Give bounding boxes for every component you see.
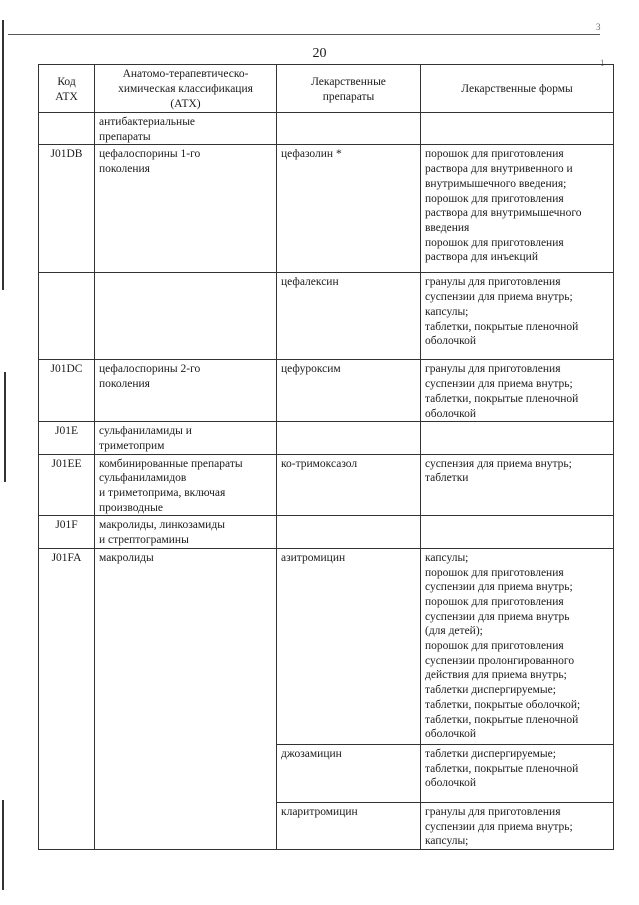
atc-classification: цефалоспорины 1-го поколения [95,145,277,273]
header-code: Код АТХ [39,65,95,113]
atc-code: J01FA [39,548,95,849]
drug-classification-table [38,64,614,850]
table-row [39,273,614,360]
drug-name [277,516,421,548]
dosage-forms: гранулы для приготовления суспензии для приема внутрь; капсулы; [421,802,614,849]
atc-code: J01F [39,516,95,548]
table-row [39,516,614,548]
dosage-forms: суспензия для приема внутрь; таблетки [421,454,614,516]
atc-classification: цефалоспорины 2-го поколения [95,360,277,422]
atc-code: J01EE [39,454,95,516]
atc-classification: макролиды, линкозамиды и стрептограмины [95,516,277,548]
drug-name: джозамицин [277,744,421,802]
drug-name: азитромицин [277,548,421,744]
table-row [39,454,614,516]
header-classification: Анатомо-терапевтическо- химическая классификация (АТХ) [95,65,277,113]
dosage-forms [421,113,614,145]
dosage-forms [421,422,614,454]
table-row [39,113,614,145]
drug-name: ко-тримоксазол [277,454,421,516]
atc-classification: комбинированные препараты сульфаниламидов и триметоприма, включая производные [95,454,277,516]
drug-name: кларитромицин [277,802,421,849]
scan-edge-mark [2,20,4,290]
header-drugs: Лекарственные препараты [277,65,421,113]
table-header-row [39,65,614,113]
atc-classification: макролиды [95,548,277,849]
drug-name [277,113,421,145]
dosage-forms: таблетки диспергируемые; таблетки, покрытые пленочной оболочкой [421,744,614,802]
corner-mark: 3 [596,22,601,32]
corner-tick: 1 [600,58,605,68]
dosage-forms: гранулы для приготовления суспензии для приема внутрь; капсулы; таблетки, покрытые пленочной оболочкой [421,273,614,360]
page-number: 20 [312,46,327,61]
atc-code: J01DB [39,145,95,273]
atc-classification: сульфаниламиды и триметоприм [95,422,277,454]
table-row [39,548,614,744]
dosage-forms: капсулы; порошок для приготовления суспензии для приема внутрь; порошок для приготовления суспензии для приема внутрь (для детей); порошок для приготовления суспензии пролонгированного действия для приема внутрь; таблетки диспергируемые; таблетки, покрытые оболочкой; таблетки, покрытые пленочной оболочкой [421,548,614,744]
scan-edge-mark [4,372,6,482]
table-row [39,422,614,454]
header-rule [8,34,600,35]
atc-code: J01E [39,422,95,454]
drug-name: цефалексин [277,273,421,360]
dosage-forms [421,516,614,548]
drug-name: цефуроксим [277,360,421,422]
atc-code [39,113,95,145]
dosage-forms: гранулы для приготовления суспензии для приема внутрь; таблетки, покрытые пленочной оболочкой [421,360,614,422]
header-forms: Лекарственные формы [421,65,614,113]
drug-name: цефазолин * [277,145,421,273]
scan-edge-mark [2,800,4,890]
table-row [39,360,614,422]
atc-classification [95,273,277,360]
atc-classification: антибактериальные препараты [95,113,277,145]
atc-code [39,273,95,360]
table-row [39,145,614,273]
drug-name [277,422,421,454]
atc-code: J01DC [39,360,95,422]
dosage-forms: порошок для приготовления раствора для внутривенного и внутримышечного введения; порошок для приготовления раствора для внутримышечного введения порошок для приготовления раствора для инъекций [421,145,614,273]
